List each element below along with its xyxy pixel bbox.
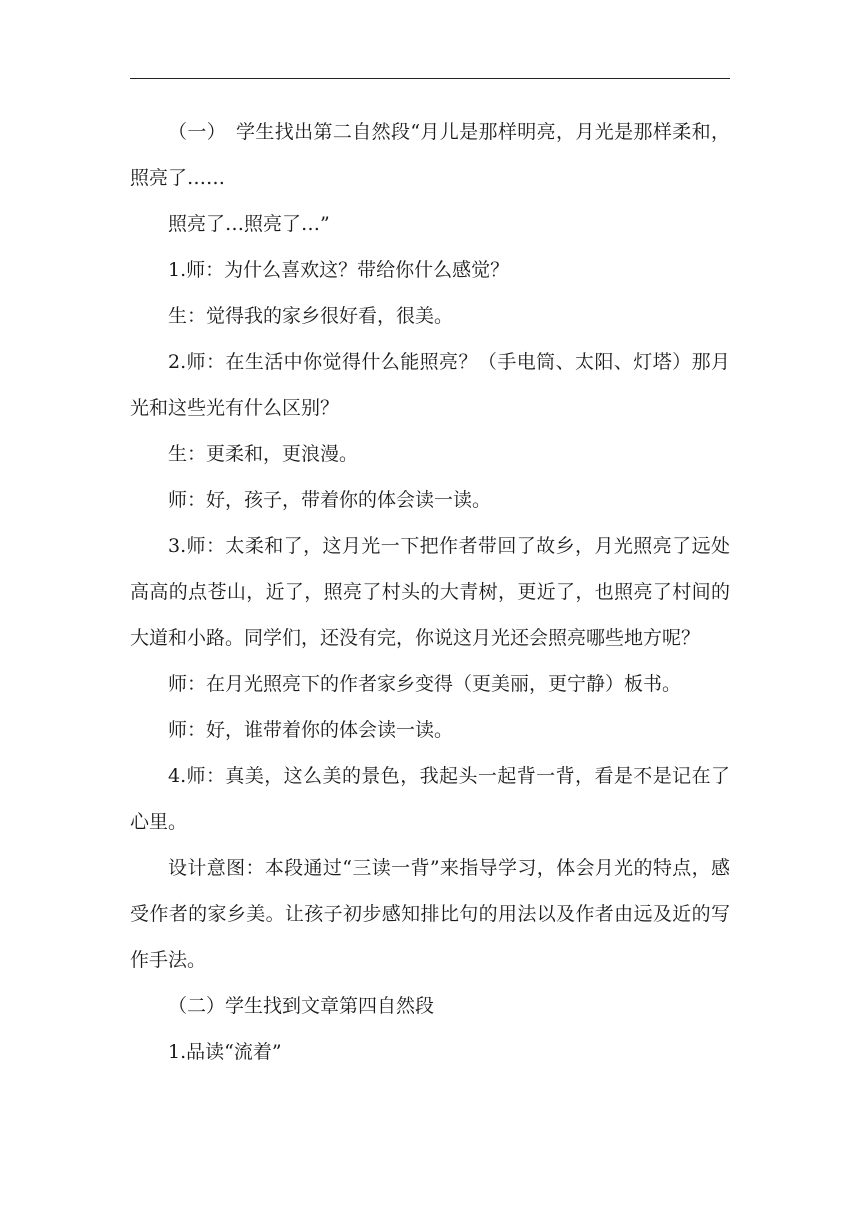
paragraph-design-intent: 设计意图：本段通过“三读一背”来指导学习，体会月光的特点，感受作者的家乡美。让孩子初步感知排比句的用法以及作者由远及近的写作手法。 bbox=[130, 857, 730, 971]
paragraph-teacher-q1: 1.师：为什么喜欢这？带给你什么感觉？ bbox=[168, 259, 510, 281]
paragraph-quote-end: 照亮了…照亮了…” bbox=[168, 213, 330, 235]
paragraph-student-a2: 生：更柔和，更浪漫。 bbox=[168, 443, 359, 465]
paragraph-read-liuzhe: 1.品读“流着” bbox=[168, 1041, 282, 1063]
paragraph-section-one-intro: （一） 学生找出第二自然段“月儿是那样明亮，月光是那样柔和，照亮了…… bbox=[130, 121, 730, 189]
paragraph-student-a1: 生：觉得我的家乡很好看，很美。 bbox=[168, 305, 454, 327]
paragraph-teacher-recite: 4.师：真美，这么美的景色，我起头一起背一背，看是不是记在了心里。 bbox=[130, 765, 730, 833]
paragraph-teacher-read-again: 师：好，谁带着你的体会读一读。 bbox=[168, 719, 454, 741]
paragraph-teacher-q2: 2.师：在生活中你觉得什么能照亮？（手电筒、太阳、灯塔）那月光和这些光有什么区别？ bbox=[130, 351, 730, 419]
paragraph-teacher-blackboard: 师：在月光照亮下的作者家乡变得（更美丽，更宁静）板书。 bbox=[168, 673, 682, 695]
paragraph-section-two-heading: （二）学生找到文章第四自然段 bbox=[168, 995, 435, 1017]
header-rule bbox=[130, 78, 730, 79]
paragraph-teacher-read: 师：好，孩子，带着你的体会读一读。 bbox=[168, 489, 492, 511]
document-body bbox=[130, 109, 730, 1075]
paragraph-teacher-q3: 3.师：太柔和了，这月光一下把作者带回了故乡，月光照亮了远处高高的点苍山，近了，照亮了村头的大青树，更近了，也照亮了村间的大道和小路。同学们，还没有完，你说这月光还会照亮哪些地方呢？ bbox=[130, 535, 730, 649]
